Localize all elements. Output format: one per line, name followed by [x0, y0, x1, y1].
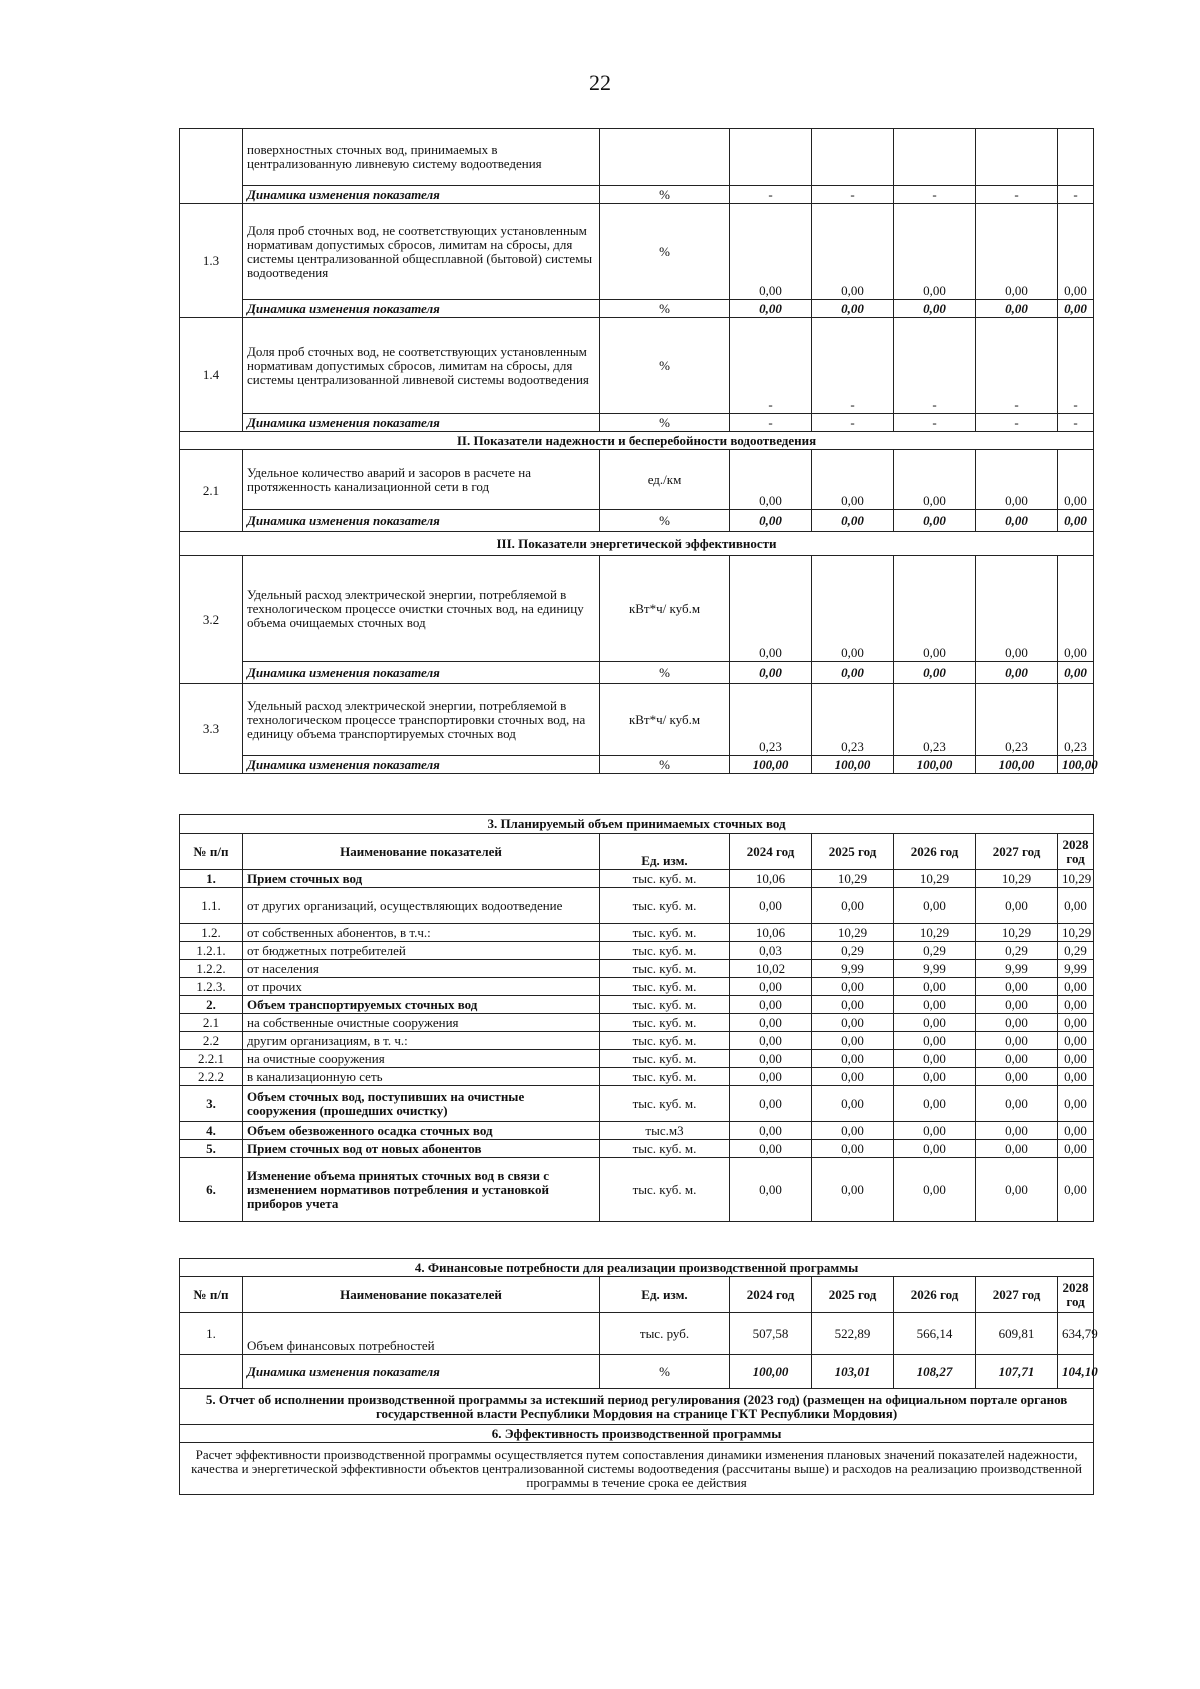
unit: тыс. руб. [600, 1313, 730, 1355]
dynamics-2025: 100,00 [812, 756, 894, 774]
row-no: 2.2.1 [180, 1050, 243, 1068]
unit: % [600, 414, 730, 432]
indicator-name: Доля проб сточных вод, не соответствующих установленным нормативам допустимых сбросов, лимитам на сбросы, для системы централизованной ливневой системы водоотведения [243, 318, 600, 414]
value-2025: 0,00 [812, 978, 894, 996]
value-2024: 10,02 [730, 960, 812, 978]
value-2024: 0,03 [730, 942, 812, 960]
value-2026: 0,00 [894, 1014, 976, 1032]
value-2028: 0,29 [1058, 942, 1094, 960]
value-2026: 0,00 [894, 888, 976, 924]
unit: тыс. куб. м. [600, 978, 730, 996]
unit: тыс. куб. м. [600, 888, 730, 924]
value-2024: 0,00 [730, 1068, 812, 1086]
value-2024: 507,58 [730, 1313, 812, 1355]
indicator-name: Объем обезвоженного осадка сточных вод [243, 1122, 600, 1140]
table-row [180, 960, 1094, 978]
value-2026: 0,00 [894, 1158, 976, 1222]
value-2024: 0,00 [730, 556, 812, 662]
value-2025: - [812, 318, 894, 414]
unit: % [600, 662, 730, 684]
row-no: 2.1 [180, 1014, 243, 1032]
column-header-no: № п/п [180, 1277, 243, 1313]
dynamics-2025: 103,01 [812, 1355, 894, 1389]
value-2024: 0,00 [730, 450, 812, 510]
section-heading: II. Показатели надежности и бесперебойности водоотведения [180, 432, 1094, 450]
value-2026: 0,00 [894, 996, 976, 1014]
value-2025: 0,23 [812, 684, 894, 756]
value-2024: 10,06 [730, 924, 812, 942]
dynamics-2027: - [976, 414, 1058, 432]
value-2028: 0,00 [1058, 556, 1094, 662]
dynamics-2024: - [730, 186, 812, 204]
unit: тыс. куб. м. [600, 870, 730, 888]
indicator-name: другим организациям, в т. ч.: [243, 1032, 600, 1050]
section-heading: 6. Эффективность производственной программы [180, 1425, 1094, 1443]
value-2024: 0,00 [730, 1086, 812, 1122]
unit: кВт*ч/ куб.м [600, 684, 730, 756]
column-header-2028: 2028 год [1058, 834, 1094, 870]
dynamics-2028: 0,00 [1058, 662, 1094, 684]
value-2024: 0,00 [730, 1050, 812, 1068]
indicator-name: от бюджетных потребителей [243, 942, 600, 960]
value-2025: 9,99 [812, 960, 894, 978]
value-2026: 0,00 [894, 1140, 976, 1158]
indicator-name: Доля проб сточных вод, не соответствующих установленным нормативам допустимых сбросов, лимитам на сбросы, для системы централизованной общесплавной (бытовой) системы водоотведения [243, 204, 600, 300]
unit: тыс. куб. м. [600, 960, 730, 978]
row-no: 3.2 [180, 556, 243, 684]
dynamics-2028: 100,00 [1058, 756, 1094, 774]
indicator-name: Удельный расход электрической энергии, потребляемой в технологическом процессе транспортировки сточных вод, на единицу объема транспортируемых сточных вод [243, 684, 600, 756]
value-2025: 522,89 [812, 1313, 894, 1355]
value-2024: 0,00 [730, 888, 812, 924]
table-row [180, 924, 1094, 942]
column-header-unit: Ед. изм. [600, 834, 730, 870]
value-2027: 0,00 [976, 204, 1058, 300]
value-2027: 0,00 [976, 996, 1058, 1014]
row-no: 5. [180, 1140, 243, 1158]
value-2025: 0,00 [812, 1140, 894, 1158]
dynamics-2028: 0,00 [1058, 510, 1094, 532]
value-2027: 0,00 [976, 978, 1058, 996]
planned-volume-table [179, 814, 1094, 1222]
table-row [180, 1050, 1094, 1068]
row-no [180, 1355, 243, 1389]
unit: % [600, 1355, 730, 1389]
indicator-name: от населения [243, 960, 600, 978]
value-2026: 9,99 [894, 960, 976, 978]
indicator-name: Удельное количество аварий и засоров в расчете на протяженность канализационной сети в год [243, 450, 600, 510]
dynamics-2026: 100,00 [894, 756, 976, 774]
table-row [180, 1068, 1094, 1086]
unit [600, 129, 730, 186]
column-header-2024: 2024 год [730, 1277, 812, 1313]
value-2028: 0,00 [1058, 888, 1094, 924]
unit: тыс.м3 [600, 1122, 730, 1140]
row-no: 1.2.1. [180, 942, 243, 960]
value-2027: 0,23 [976, 684, 1058, 756]
unit: % [600, 186, 730, 204]
table-row [180, 1014, 1094, 1032]
value-2028 [1058, 129, 1094, 186]
indicator-name: Объем финансовых потребностей [243, 1313, 600, 1355]
dynamics-label: Динамика изменения показателя [243, 1355, 600, 1389]
value-2027: 9,99 [976, 960, 1058, 978]
column-header-no: № п/п [180, 834, 243, 870]
dynamics-2026: 0,00 [894, 510, 976, 532]
value-2025: 0,00 [812, 996, 894, 1014]
unit: тыс. куб. м. [600, 1086, 730, 1122]
indicator-name: Объем сточных вод, поступивших на очистные сооружения (прошедших очистку) [243, 1086, 600, 1122]
indicator-name: от других организаций, осуществляющих водоотведение [243, 888, 600, 924]
value-2028: 0,00 [1058, 978, 1094, 996]
section-heading: 3. Планируемый объем принимаемых сточных вод [180, 815, 1094, 834]
unit: тыс. куб. м. [600, 996, 730, 1014]
row-no: 2.2.2 [180, 1068, 243, 1086]
value-2027: 0,00 [976, 1050, 1058, 1068]
value-2025: 0,00 [812, 450, 894, 510]
indicator-name: от прочих [243, 978, 600, 996]
dynamics-label: Динамика изменения показателя [243, 300, 600, 318]
table-row [180, 1122, 1094, 1140]
value-2024 [730, 129, 812, 186]
value-2027: 0,00 [976, 1086, 1058, 1122]
dynamics-2027: - [976, 186, 1058, 204]
unit: тыс. куб. м. [600, 1140, 730, 1158]
value-2024: 0,23 [730, 684, 812, 756]
value-2028: 0,00 [1058, 1014, 1094, 1032]
value-2026 [894, 129, 976, 186]
row-no: 3.3 [180, 684, 243, 774]
dynamics-label: Динамика изменения показателя [243, 756, 600, 774]
unit: тыс. куб. м. [600, 1032, 730, 1050]
column-header-unit: Ед. изм. [600, 1277, 730, 1313]
dynamics-2026: 0,00 [894, 300, 976, 318]
row-no: 1.2.2. [180, 960, 243, 978]
value-2025: 0,29 [812, 942, 894, 960]
row-no: 2.1 [180, 450, 243, 532]
table-row [180, 978, 1094, 996]
dynamics-2025: 0,00 [812, 662, 894, 684]
indicator-name: Прием сточных вод [243, 870, 600, 888]
dynamics-label: Динамика изменения показателя [243, 186, 600, 204]
value-2027: 609,81 [976, 1313, 1058, 1355]
indicator-name: Удельный расход электрической энергии, потребляемой в технологическом процессе очистки сточных вод, на единицу объема очищаемых сточных вод [243, 556, 600, 662]
value-2028: 10,29 [1058, 870, 1094, 888]
dynamics-2026: 0,00 [894, 662, 976, 684]
dynamics-2024: 100,00 [730, 756, 812, 774]
dynamics-2026: 108,27 [894, 1355, 976, 1389]
value-2028: 0,23 [1058, 684, 1094, 756]
value-2027: 0,00 [976, 450, 1058, 510]
value-2028: 0,00 [1058, 1140, 1094, 1158]
dynamics-2028: - [1058, 414, 1094, 432]
table-row [180, 1140, 1094, 1158]
value-2026: 0,00 [894, 450, 976, 510]
value-2024: 0,00 [730, 204, 812, 300]
column-header-name: Наименование показателей [243, 834, 600, 870]
dynamics-2028: 104,10 [1058, 1355, 1094, 1389]
indicator-name: на собственные очистные сооружения [243, 1014, 600, 1032]
report-section: 5. Отчет об исполнении производственной программы за истекший период регулирования (2023 год) (размещен на официальном портале органов государственной власти Республики Мордовия на странице ГКТ Республики Мордовия) [180, 1389, 1094, 1425]
value-2025: 10,29 [812, 870, 894, 888]
row-no: 2. [180, 996, 243, 1014]
value-2026: 0,00 [894, 1050, 976, 1068]
value-2024: - [730, 318, 812, 414]
value-2027: 0,00 [976, 1158, 1058, 1222]
value-2027: 0,00 [976, 1032, 1058, 1050]
value-2025: 0,00 [812, 1086, 894, 1122]
value-2027: 0,00 [976, 556, 1058, 662]
table-row [180, 870, 1094, 888]
row-no: 1. [180, 1313, 243, 1355]
column-header-2024: 2024 год [730, 834, 812, 870]
financial-table [179, 1258, 1098, 1495]
indicator-name: Прием сточных вод от новых абонентов [243, 1140, 600, 1158]
unit: тыс. куб. м. [600, 924, 730, 942]
unit: % [600, 510, 730, 532]
value-2026: - [894, 318, 976, 414]
value-2026: 0,00 [894, 204, 976, 300]
dynamics-2024: 0,00 [730, 662, 812, 684]
value-2024: 0,00 [730, 996, 812, 1014]
row-no: 1.2. [180, 924, 243, 942]
unit: тыс. куб. м. [600, 1158, 730, 1222]
value-2028: 0,00 [1058, 1158, 1094, 1222]
row-no [180, 129, 243, 204]
row-no: 2.2 [180, 1032, 243, 1050]
dynamics-label: Динамика изменения показателя [243, 510, 600, 532]
value-2027: 0,00 [976, 1014, 1058, 1032]
value-2026: 0,00 [894, 978, 976, 996]
table-row [180, 1086, 1094, 1122]
value-2025: 0,00 [812, 1050, 894, 1068]
value-2025: 0,00 [812, 1158, 894, 1222]
value-2028: 0,00 [1058, 996, 1094, 1014]
value-2026: 0,00 [894, 1032, 976, 1050]
value-2028: 634,79 [1058, 1313, 1094, 1355]
value-2026: 10,29 [894, 924, 976, 942]
indicator-name: в канализационную сеть [243, 1068, 600, 1086]
column-header-2028: 2028 год [1058, 1277, 1094, 1313]
row-no: 4. [180, 1122, 243, 1140]
value-2027: 0,00 [976, 1068, 1058, 1086]
value-2025: 0,00 [812, 1068, 894, 1086]
value-2026: 0,00 [894, 1068, 976, 1086]
value-2026: 0,00 [894, 1122, 976, 1140]
dynamics-2026: - [894, 414, 976, 432]
value-2026: 10,29 [894, 870, 976, 888]
row-no: 3. [180, 1086, 243, 1122]
dynamics-2027: 0,00 [976, 662, 1058, 684]
value-2026: 566,14 [894, 1313, 976, 1355]
table-row [180, 888, 1094, 924]
value-2028: 9,99 [1058, 960, 1094, 978]
value-2026: 0,00 [894, 1086, 976, 1122]
value-2028: 0,00 [1058, 1032, 1094, 1050]
row-no: 1.2.3. [180, 978, 243, 996]
value-2027: 0,29 [976, 942, 1058, 960]
column-header-2026: 2026 год [894, 834, 976, 870]
indicator-name: на очистные сооружения [243, 1050, 600, 1068]
dynamics-2027: 0,00 [976, 510, 1058, 532]
value-2028: 10,29 [1058, 924, 1094, 942]
unit: кВт*ч/ куб.м [600, 556, 730, 662]
unit: тыс. куб. м. [600, 1014, 730, 1032]
indicator-name: Изменение объема принятых сточных вод в связи с изменением нормативов потребления и установкой приборов учета [243, 1158, 600, 1222]
row-no: 1. [180, 870, 243, 888]
column-header-2025: 2025 год [812, 834, 894, 870]
value-2027: 0,00 [976, 1140, 1058, 1158]
section-heading: 4. Финансовые потребности для реализации производственной программы [180, 1259, 1094, 1277]
table-row [180, 1032, 1094, 1050]
page-number: 22 [589, 70, 611, 95]
dynamics-2026: - [894, 186, 976, 204]
efficiency-text: Расчет эффективности производственной программы осуществляется путем сопоставления динамики изменения плановых значений показателей надежности, качества и энергетической эффективности объектов централизованной системы водоотведения (рассчитаны выше) и расходов на реализацию производственной программы в течение срока ее действия [180, 1443, 1094, 1495]
value-2025 [812, 129, 894, 186]
dynamics-2025: - [812, 414, 894, 432]
dynamics-2024: 100,00 [730, 1355, 812, 1389]
value-2028: - [1058, 318, 1094, 414]
unit: % [600, 756, 730, 774]
value-2024: 0,00 [730, 1122, 812, 1140]
column-header-2027: 2027 год [976, 834, 1058, 870]
indicators-table [179, 128, 1098, 774]
column-header-name: Наименование показателей [243, 1277, 600, 1313]
table-row [180, 942, 1094, 960]
dynamics-2025: 0,00 [812, 510, 894, 532]
value-2028: 0,00 [1058, 1122, 1094, 1140]
section-heading: III. Показатели энергетической эффективности [180, 532, 1094, 556]
column-header-2025: 2025 год [812, 1277, 894, 1313]
dynamics-label: Динамика изменения показателя [243, 414, 600, 432]
unit: % [600, 300, 730, 318]
dynamics-2027: 0,00 [976, 300, 1058, 318]
dynamics-2028: 0,00 [1058, 300, 1094, 318]
row-no: 1.4 [180, 318, 243, 432]
unit: % [600, 318, 730, 414]
dynamics-2024: 0,00 [730, 300, 812, 318]
value-2027: 0,00 [976, 888, 1058, 924]
value-2028: 0,00 [1058, 1086, 1094, 1122]
value-2025: 0,00 [812, 1122, 894, 1140]
unit: тыс. куб. м. [600, 942, 730, 960]
value-2024: 0,00 [730, 1140, 812, 1158]
value-2024: 10,06 [730, 870, 812, 888]
dynamics-2025: 0,00 [812, 300, 894, 318]
indicator-name: поверхностных сточных вод, принимаемых в централизованную ливневую систему водоотведения [243, 129, 600, 186]
value-2025: 0,00 [812, 556, 894, 662]
column-header-2027: 2027 год [976, 1277, 1058, 1313]
value-2028: 0,00 [1058, 1068, 1094, 1086]
value-2024: 0,00 [730, 978, 812, 996]
value-2027: 10,29 [976, 924, 1058, 942]
value-2027: 0,00 [976, 1122, 1058, 1140]
value-2027 [976, 129, 1058, 186]
dynamics-label: Динамика изменения показателя [243, 662, 600, 684]
value-2028: 0,00 [1058, 1050, 1094, 1068]
value-2026: 0,00 [894, 556, 976, 662]
unit: % [600, 204, 730, 300]
dynamics-2025: - [812, 186, 894, 204]
value-2024: 0,00 [730, 1014, 812, 1032]
indicator-name: от собственных абонентов, в т.ч.: [243, 924, 600, 942]
value-2028: 0,00 [1058, 204, 1094, 300]
row-no: 1.1. [180, 888, 243, 924]
value-2025: 0,00 [812, 1032, 894, 1050]
value-2026: 0,29 [894, 942, 976, 960]
value-2025: 10,29 [812, 924, 894, 942]
dynamics-2024: 0,00 [730, 510, 812, 532]
dynamics-2024: - [730, 414, 812, 432]
value-2028: 0,00 [1058, 450, 1094, 510]
dynamics-2027: 100,00 [976, 756, 1058, 774]
unit: тыс. куб. м. [600, 1050, 730, 1068]
unit: ед./км [600, 450, 730, 510]
table-row [180, 996, 1094, 1014]
value-2026: 0,23 [894, 684, 976, 756]
table-row [180, 1158, 1094, 1222]
dynamics-2027: 107,71 [976, 1355, 1058, 1389]
value-2025: 0,00 [812, 888, 894, 924]
indicator-name: Объем транспортируемых сточных вод [243, 996, 600, 1014]
unit: тыс. куб. м. [600, 1068, 730, 1086]
value-2025: 0,00 [812, 204, 894, 300]
row-no: 6. [180, 1158, 243, 1222]
value-2024: 0,00 [730, 1158, 812, 1222]
value-2027: 10,29 [976, 870, 1058, 888]
row-no: 1.3 [180, 204, 243, 318]
value-2025: 0,00 [812, 1014, 894, 1032]
column-header-2026: 2026 год [894, 1277, 976, 1313]
value-2024: 0,00 [730, 1032, 812, 1050]
value-2027: - [976, 318, 1058, 414]
dynamics-2028: - [1058, 186, 1094, 204]
